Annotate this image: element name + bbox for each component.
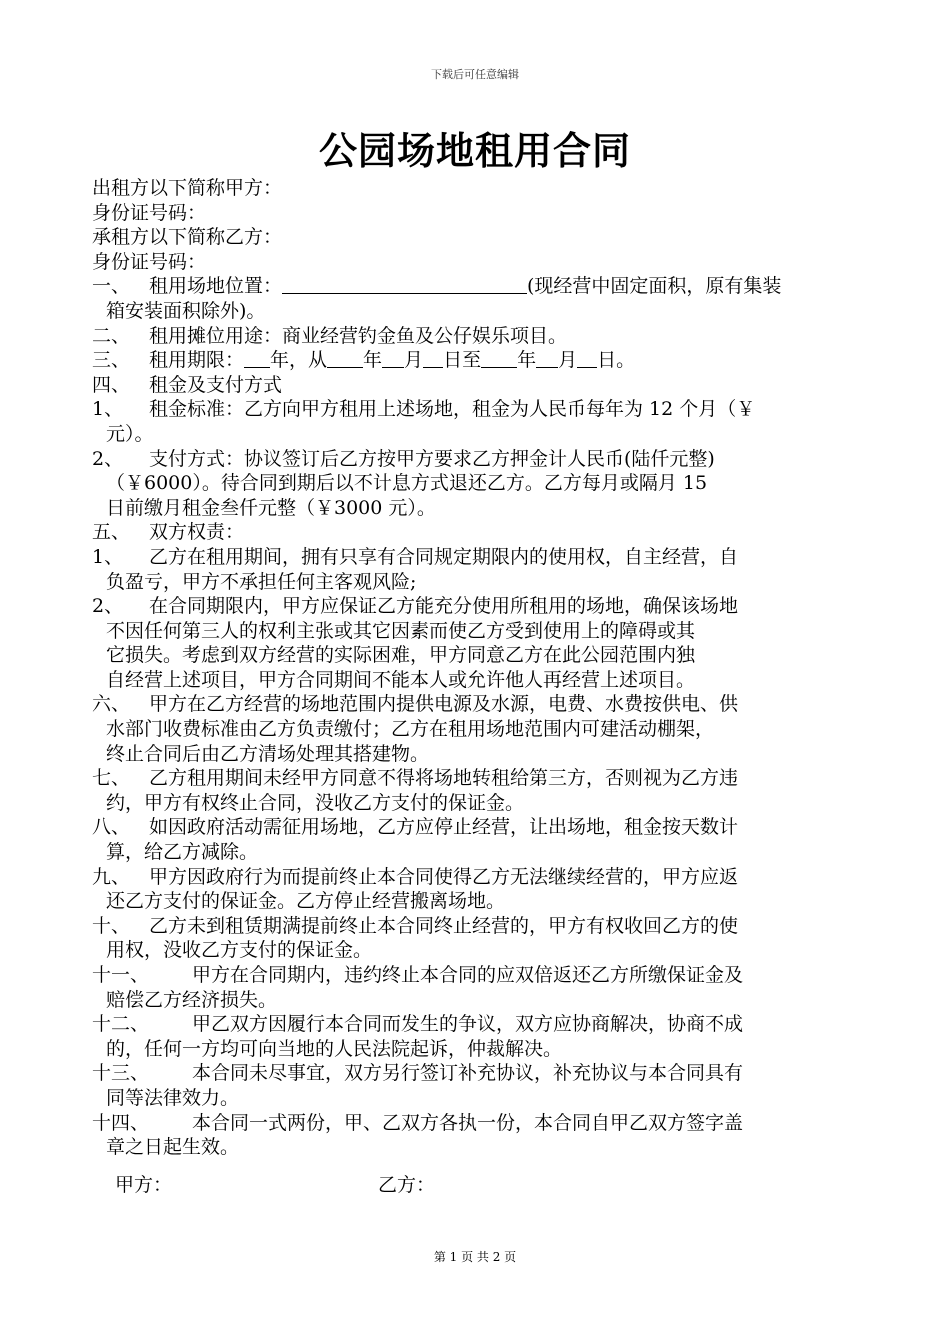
party-b-signature-label: 乙方： <box>378 1174 436 1196</box>
clause-text: 甲乙双方因履行本合同而发生的争议，双方应协商解决，协商不成 <box>192 1013 744 1036</box>
clause-number: 八、 <box>92 816 131 839</box>
clause-8 <box>92 815 872 864</box>
clause-number: 十四、 <box>92 1111 150 1134</box>
clause-text: 乙方租用期间未经甲方同意不得将场地转租给第三方，否则视为乙方违 <box>149 767 739 790</box>
clause-text: 甲方在乙方经营的场地范围内提供电源及水源，电费、水费按供电、供 <box>149 693 739 716</box>
clause-text: 的，任何一方均可向当地的人民法院起诉，仲裁解决。 <box>106 1037 563 1060</box>
end-day-blank <box>577 349 597 368</box>
clause-number: 三、 <box>92 349 131 372</box>
clause-number: 十一、 <box>92 964 150 986</box>
clause-1 <box>92 274 872 323</box>
clause-text: 租用摊位用途：商业经营钓金鱼及公仔娱乐项目。 <box>149 324 568 347</box>
clause-number: 七、 <box>92 767 131 790</box>
clause-7 <box>92 766 872 815</box>
clause-4 <box>92 373 872 398</box>
clause-text: 章之日起生效。 <box>106 1136 240 1159</box>
clause-text: 双方权责： <box>149 521 245 544</box>
lessor-id-line: 身份证号码： <box>92 201 207 224</box>
clause-text: 乙方未到租赁期满提前终止本合同终止经营的，甲方有权收回乙方的使 <box>149 914 739 937</box>
clause-text: 年 <box>517 349 537 372</box>
clause-text: 元）。 <box>106 422 154 445</box>
clause-text: 箱安装面积除外)。 <box>106 299 266 322</box>
clause-number: 六、 <box>92 693 131 716</box>
clause-13 <box>92 1061 872 1110</box>
clause-text: 约，甲方有权终止合同，没收乙方支付的保证金。 <box>106 791 525 814</box>
start-day-blank <box>423 349 443 368</box>
end-month-blank <box>536 349 558 368</box>
clause-14 <box>92 1111 872 1160</box>
clause-number: 1、 <box>92 398 124 421</box>
term-years-blank <box>244 349 270 368</box>
clause-text: 年，从 <box>270 349 328 372</box>
clause-3 <box>92 348 872 373</box>
clause-text: 用权，没收乙方支付的保证金。 <box>106 939 373 962</box>
clause-text: 本合同一式两份，甲、乙双方各执一份，本合同自甲乙双方签字盖 <box>192 1111 744 1134</box>
clause-text: 如因政府活动需征用场地，乙方应停止经营，让出场地，租金按天数计 <box>149 816 739 839</box>
signature-line <box>115 1170 435 1197</box>
clause-5 <box>92 520 872 545</box>
clause-text: 月 <box>404 349 424 372</box>
clause-number: 一、 <box>92 275 131 298</box>
page-number-footer: 第 1 页 共 2 页 <box>433 1250 517 1264</box>
clause-4-2 <box>92 447 872 521</box>
clause-text: 它损失。考虑到双方经营的实际困难，甲方同意乙方在此公园范围内独 <box>106 644 696 667</box>
clause-text: 算，给乙方减除。 <box>106 841 259 864</box>
start-year-blank <box>327 349 363 368</box>
clause-number: 九、 <box>92 865 131 888</box>
document-title: 公园场地租用合同 <box>318 128 631 173</box>
clause-text: 同等法律效力。 <box>106 1086 240 1109</box>
clause-text: 日前缴月租金叁仟元整（￥3000 元）。 <box>106 496 436 519</box>
clause-text: 自经营上述项目，甲方合同期间不能本人或允许他人再经营上述项目。 <box>106 668 696 691</box>
clause-5-1 <box>92 545 872 594</box>
clause-text: (现经营中固定面积，原有集装 <box>527 275 782 298</box>
page-header-note: 下载后可任意编辑 <box>431 68 519 81</box>
clause-text: 月 <box>558 349 578 372</box>
party-a-signature-label: 甲方： <box>115 1174 173 1196</box>
clause-5-2 <box>92 594 872 692</box>
clause-text: 赔偿乙方经济损失。 <box>106 988 278 1011</box>
clause-6 <box>92 692 872 766</box>
clause-text: 本合同未尽事宜，双方另行签订补充协议，补充协议与本合同具有 <box>192 1062 744 1085</box>
clause-number: 2、 <box>92 447 124 470</box>
clause-text: 租金标准：乙方向甲方租用上述场地，租金为人民币每年为 12 个月（￥ <box>149 398 756 421</box>
clause-number: 十三、 <box>92 1062 150 1085</box>
clause-2 <box>92 324 872 349</box>
lessee-id-line: 身份证号码： <box>92 250 207 273</box>
clause-text: 在合同期限内，甲方应保证乙方能充分使用所租用的场地，确保该场地 <box>149 595 739 618</box>
clause-text: 不因任何第三人的权利主张或其它因素而使乙方受到使用上的障碍或其 <box>106 619 696 642</box>
end-year-blank <box>481 349 517 368</box>
clause-number: 2、 <box>92 595 124 618</box>
clause-label: 租用场地位置： <box>149 275 283 298</box>
clause-12 <box>92 1012 872 1061</box>
clause-text: 租用期限： <box>149 349 245 372</box>
contract-body <box>92 176 872 1160</box>
clause-text: 乙方在租用期间，拥有只享有合同规定期限内的使用权，自主经营，自 <box>149 545 739 568</box>
clause-text: 租金及支付方式 <box>149 373 283 396</box>
clause-text: 日至 <box>443 349 482 372</box>
clause-9 <box>92 865 872 914</box>
clause-11 <box>92 963 872 1012</box>
clause-text: 水部门收费标准由乙方负责缴付；乙方在租用场地范围内可建活动棚架， <box>106 718 715 741</box>
clause-number: 十、 <box>92 914 131 937</box>
clause-number: 五、 <box>92 521 131 544</box>
clause-text: 甲方因政府行为而提前终止本合同使得乙方无法继续经营的，甲方应返 <box>149 865 739 888</box>
clause-4-1 <box>92 397 872 446</box>
location-blank <box>282 275 527 294</box>
start-month-blank <box>382 349 404 368</box>
clause-text: 日。 <box>597 349 636 372</box>
clause-text: 年 <box>363 349 383 372</box>
clause-number: 1、 <box>92 545 124 568</box>
clause-10 <box>92 914 872 963</box>
clause-text: 甲方在合同期内，违约终止本合同的应双倍返还乙方所缴保证金及 <box>192 964 744 986</box>
clause-text: 还乙方支付的保证金。乙方停止经营搬离场地。 <box>106 890 506 913</box>
clause-number: 二、 <box>92 324 131 347</box>
clause-number: 四、 <box>92 373 131 396</box>
clause-text: （￥6000）。待合同到期后以不计息方式退还乙方。乙方每月或隔月 15 <box>106 472 708 495</box>
clause-number: 十二、 <box>92 1013 150 1036</box>
lessee-line: 承租方以下简称乙方： <box>92 226 283 249</box>
clause-text: 负盈亏，甲方不承担任何主客观风险; <box>106 570 417 593</box>
clause-text: 终止合同后由乙方清场处理其搭建物。 <box>106 742 430 765</box>
lessor-line: 出租方以下简称甲方： <box>92 177 283 199</box>
clause-text: 支付方式：协议签订后乙方按甲方要求乙方押金计人民币(陆仟元整) <box>149 447 715 470</box>
